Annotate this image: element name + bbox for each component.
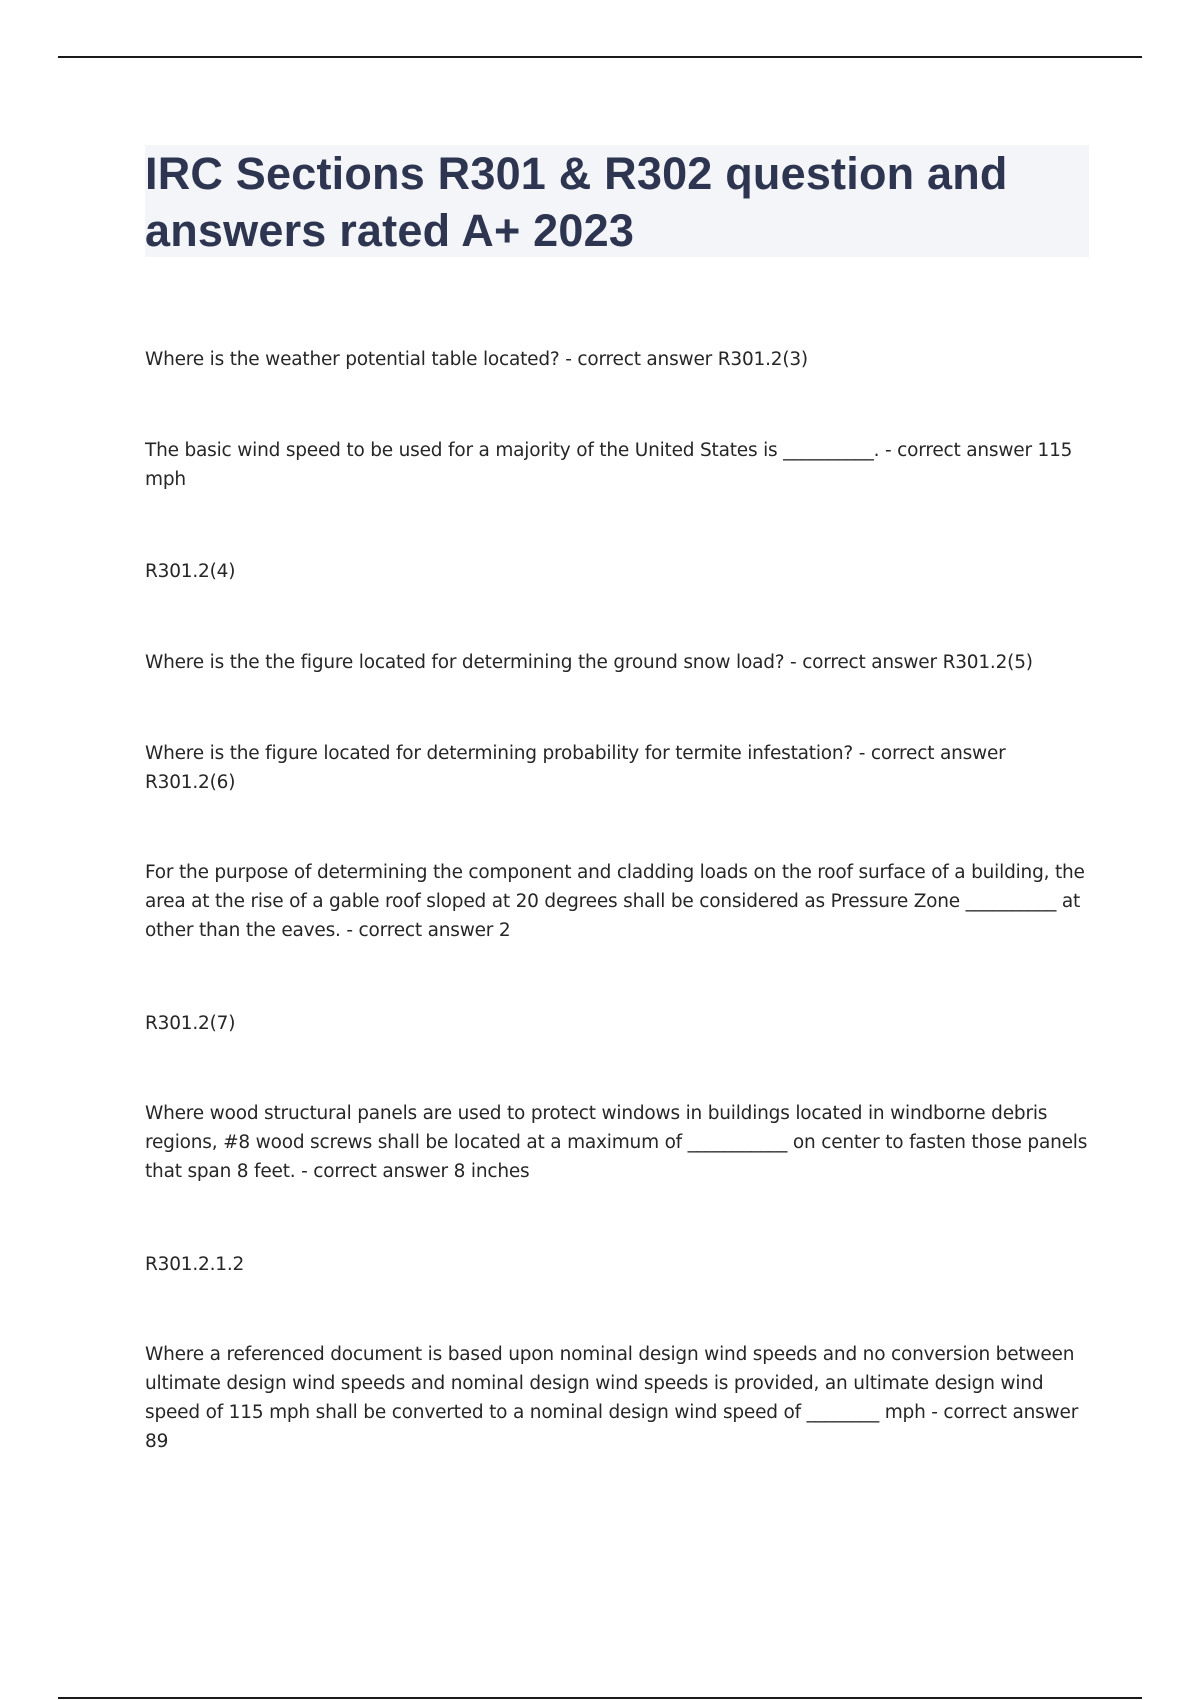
qa-entry-2: The basic wind speed to be used for a majority of the United States is __________. - correct answer 115 mph [145, 440, 1073, 490]
document-title: IRC Sections R301 & R302 question and answers rated A+ 2023 [145, 148, 1008, 256]
qa-entry-5: For the purpose of determining the component and cladding loads on the roof surface of a building, the area at the rise of a gable roof sloped at 20 degrees shall be considered as Pressure Zone __________ at other than the eaves. - correct answer 2 [145, 862, 1085, 941]
qa-entry-6: Where wood structural panels are used to protect windows in buildings located in windborne debris regions, #8 wood screws shall be located at a maximum of ___________ on center to fasten those panels that span 8 feet. - correct answer 8 inches [145, 1103, 1088, 1182]
qa-entry-4: Where is the figure located for determining probability for termite infestation? - correct answer R301.2(6) [145, 743, 1006, 793]
qa-entry-1: Where is the weather potential table located? - correct answer R301.2(3) [145, 349, 808, 370]
reference-entry-2: R301.2(7) [145, 1013, 236, 1034]
bottom-rule [58, 1697, 1142, 1699]
qa-entry-7: Where a referenced document is based upon nominal design wind speeds and no conversion between ultimate design wind speeds and nominal design wind speeds is provided, an ultimate design wind speed of 115 mph shall be converted to a nominal design wind speed of ________ mph - correct answer 89 [145, 1344, 1079, 1452]
qa-entry-3: Where is the the figure located for determining the ground snow load? - correct answer R301.2(5) [145, 652, 1033, 673]
reference-entry-1: R301.2(4) [145, 561, 236, 582]
reference-entry-3: R301.2.1.2 [145, 1254, 245, 1275]
top-rule [58, 56, 1142, 58]
